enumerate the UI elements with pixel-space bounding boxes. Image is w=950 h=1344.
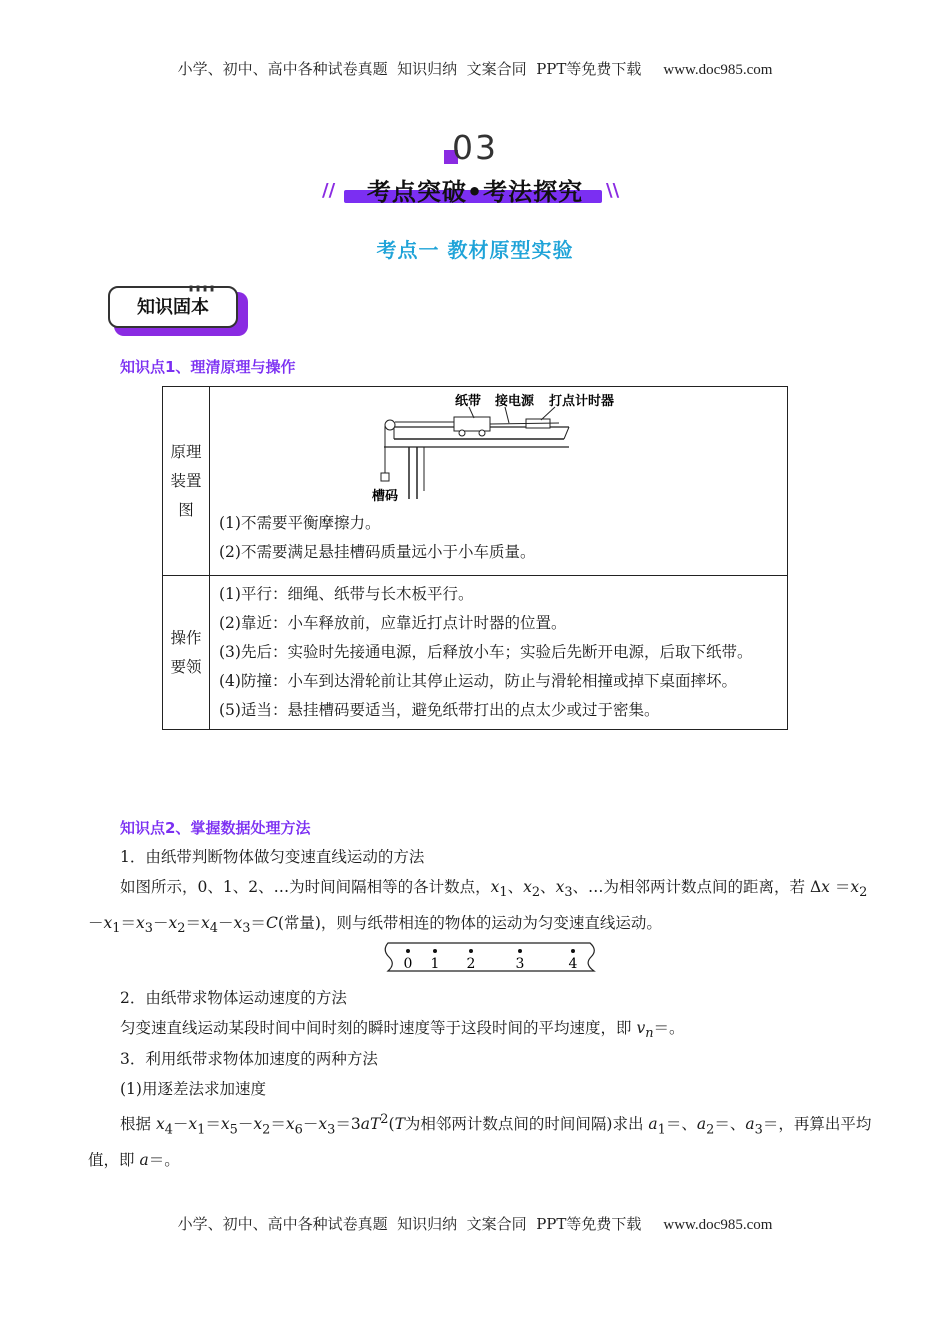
binder-rings-icon: ▮▮▮▮ [188, 283, 217, 294]
principle-table [162, 386, 788, 730]
footer-text: 小学、初中、高中各种试卷真题 知识归纳 文案合同 PPT等免费下载 [177, 1215, 642, 1233]
tape-dot [433, 949, 437, 953]
row-content [210, 387, 788, 576]
kp1-title: 知识点1、理清原理与操作 [120, 358, 296, 376]
tape-label: 3 [515, 956, 525, 972]
m2-heading: 2．由纸带求物体运动速度的方法 [120, 989, 347, 1007]
tape-figure [384, 941, 598, 973]
m2-paragraph: 匀变速直线运动某段时间中间时刻的瞬时速度等于这段时间的平均速度，即 $v_n=$。 [120, 1019, 685, 1042]
row-label: 操作 要领 [163, 576, 210, 730]
page-footer [0, 1213, 950, 1234]
label-weight: 槽码 [372, 489, 399, 504]
label-power: 接电源 [495, 394, 535, 409]
note: (2)不需要满足悬挂槽码质量远小于小车质量。 [219, 543, 536, 561]
table-row [163, 576, 788, 730]
subtitle: 考点一 教材原型实验 [376, 238, 574, 262]
m3-sub: (1)用逐差法求加速度 [120, 1080, 266, 1098]
footer-url[interactable]: www.doc985.com [663, 1217, 773, 1233]
section-title: 考点突破•考法探究 [366, 178, 584, 206]
label-tape: 纸带 [455, 394, 482, 409]
tape-dot [406, 949, 410, 953]
badge: 知识固本 [108, 286, 238, 328]
m3-heading: 3．利用纸带求物体加速度的两种方法 [120, 1050, 378, 1068]
m1-heading: 1．由纸带判断物体做匀变速直线运动的方法 [120, 848, 425, 866]
tape-dot [518, 949, 522, 953]
list-item: (5)适当：悬挂槽码要适当，避免纸带打出的点太少或过于密集。 [219, 701, 660, 719]
row-label: 原理 装置 图 [163, 387, 210, 576]
header-text: 小学、初中、高中各种试卷真题 知识归纳 文案合同 PPT等免费下载 [177, 60, 642, 78]
section-number: 03 [452, 128, 498, 167]
tape-label: 2 [466, 956, 476, 972]
list-item: (4)防撞：小车到达滑轮前让其停止运动，防止与滑轮相撞或掉下桌面摔坏。 [219, 672, 737, 690]
row-content [210, 576, 788, 730]
tape-label: 0 [403, 956, 413, 972]
list-item: (1)平行：细绳、纸带与长木板平行。 [219, 585, 474, 603]
kp2-title: 知识点2、掌握数据处理方法 [120, 819, 311, 837]
label-timer: 打点计时器 [549, 394, 615, 409]
apparatus-figure [219, 391, 779, 509]
header-url[interactable]: www.doc985.com [663, 62, 773, 78]
tape-label: 1 [430, 956, 440, 972]
tape-label: 4 [568, 956, 578, 972]
slash-left-icon: // [322, 180, 336, 201]
list-item: (3)先后：实验时先接通电源，后释放小车；实验后先断开电源，后取下纸带。 [219, 643, 753, 661]
tape-dot [571, 949, 575, 953]
page-header [0, 58, 950, 79]
tape-dot [469, 949, 473, 953]
list-item: (2)靠近：小车释放前，应靠近打点计时器的位置。 [219, 614, 567, 632]
m3-paragraph: 根据 $x_4-x_1=x_5-x_2=x_6-x_3=3aT^2(T$为相邻两计数点间的时间间隔)求出 $a_1=$、$a_2=$、$a_3=$，再算出平均值，即 a＝。 [88, 1112, 872, 1170]
m1-paragraph: 如图所示，0、1、2、…为时间间隔相等的各计数点，$x_1$、$x_2$、$x_3$、…为相邻两计数点间的距离，若 $\Delta x =x_2-x_1=x_3-x_2=x_4-x_3=C$(常量)，则与纸带相连的物体的运动为匀变速直线运动。 [88, 878, 868, 937]
table-row [163, 387, 788, 576]
slash-right-icon: \\ [606, 180, 620, 201]
note: (1)不需要平衡摩擦力。 [219, 514, 381, 532]
